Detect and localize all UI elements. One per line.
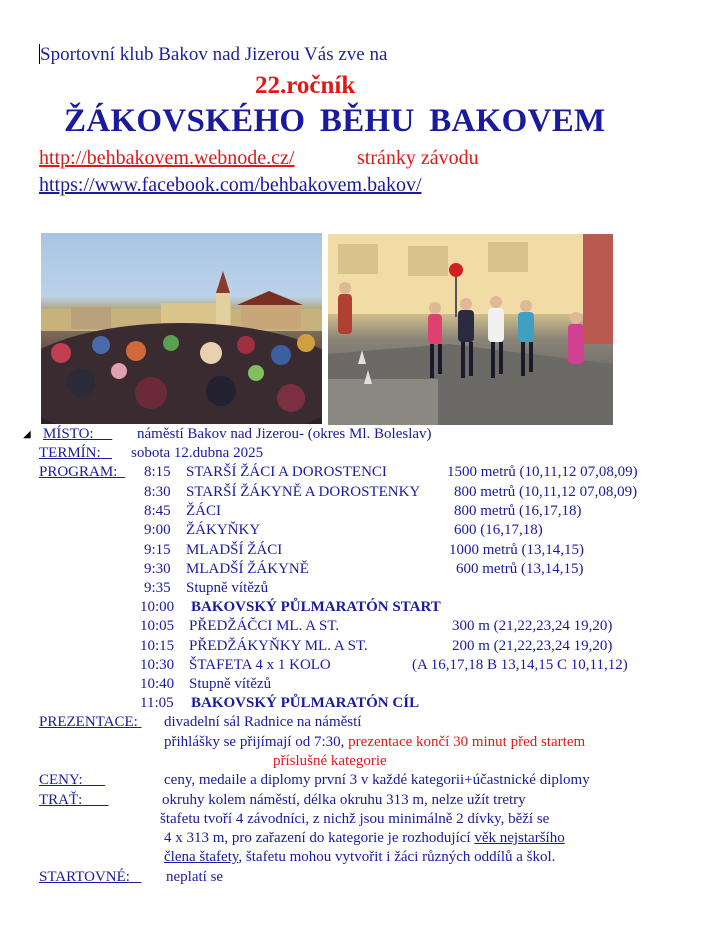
program-event: ŽÁCI (186, 503, 221, 519)
presentation-line1: divadelní sál Radnice na náměstí (164, 714, 362, 730)
program-time: 9:00 (144, 522, 171, 538)
program-distance: 1000 metrů (13,14,15) (449, 542, 584, 558)
program-time: 9:15 (144, 542, 171, 558)
prizes-label: CENY: (39, 772, 83, 788)
program-distance: 800 metrů (10,11,12 07,08,09) (454, 484, 638, 500)
photo-children-running-drawing (328, 234, 613, 425)
website-link[interactable]: http://behbakovem.webnode.cz/ (39, 147, 295, 169)
track-oldest-age: věk nejstaršího (474, 830, 565, 846)
track-label: TRAŤ: (39, 792, 83, 808)
presentation-line3: příslušné kategorie (273, 753, 387, 769)
program-time: 9:35 (144, 580, 171, 596)
photo-square-crowd-drawing (41, 233, 322, 424)
track-line2: štafetu tvoří 4 závodníci, z nichž jsou minimálně 2 dívky, běží se (160, 811, 550, 827)
program-event: PŘEDŽÁKYŇKY ML. A ST. (189, 638, 368, 654)
date-label: TERMÍN: (39, 445, 101, 461)
fee-value: neplatí se (166, 869, 224, 885)
program-event: Stupně vítězů (186, 580, 269, 596)
program-time: 11:05 (140, 695, 174, 711)
track-relay-member: člena štafety (164, 849, 239, 865)
track-line1: okruhy kolem náměstí, délka okruhu 313 m, nelze užít tretry (162, 792, 526, 808)
program-time: 9:30 (144, 561, 171, 577)
photo-children-running (328, 234, 613, 425)
edition-heading: 22.ročník (255, 72, 356, 99)
event-title: ŽÁKOVSKÉHO BĚHU BAKOVEM (64, 103, 606, 139)
photo-square-crowd (41, 233, 322, 424)
program-label-wrap (39, 464, 125, 481)
presentation-line2-start: přihlášky se přijímají od 7:30, (164, 734, 349, 750)
track-line4 (164, 849, 555, 866)
prizes-value: ceny, medaile a diplomy první 3 v každé kategorii+účastnické diplomy (164, 772, 590, 788)
fee-label: STARTOVNÉ: (39, 869, 130, 885)
program-event: MLADŠÍ ŽÁKYNĚ (186, 561, 309, 577)
date-value: sobota 12.dubna 2025 (131, 445, 264, 461)
program-event: PŘEDŽÁČCI ML. A ST. (189, 618, 340, 634)
program-distance: 200 m (21,22,23,24 19,20) (452, 638, 613, 654)
presentation-line2 (164, 734, 585, 751)
track-line4-end: , štafetu mohou vytvořit i žáci různých oddílů a škol. (238, 849, 556, 865)
prizes-label-wrap (39, 772, 105, 789)
program-event: ŽÁKYŇKY (186, 522, 261, 538)
program-event: BAKOVSKÝ PŮLMARATÓN START (191, 599, 441, 615)
program-event: STARŠÍ ŽÁKYNĚ A DOROSTENKY (186, 484, 421, 500)
facebook-link[interactable]: https://www.facebook.com/behbakovem.bakov/ (39, 174, 422, 196)
program-time: 10:30 (140, 657, 175, 673)
place-label-wrap (43, 426, 112, 443)
place-value: náměstí Bakov nad Jizerou- (okres Ml. Boleslav) (137, 426, 432, 442)
track-line3 (164, 830, 565, 847)
program-time: 8:45 (144, 503, 171, 519)
program-distance: 600 (16,17,18) (454, 522, 543, 538)
program-time: 10:15 (140, 638, 175, 654)
program-event: STARŠÍ ŽÁCI A DOROSTENCI (186, 464, 387, 480)
website-link-note: stránky závodu (357, 147, 479, 169)
intro-text: Sportovní klub Bakov nad Jizerou Vás zve na (40, 44, 388, 65)
program-event: ŠTAFETA 4 x 1 KOLO (189, 657, 331, 673)
program-distance: 300 m (21,22,23,24 19,20) (452, 618, 613, 634)
program-label: PROGRAM: (39, 464, 118, 480)
program-event: BAKOVSKÝ PŮLMARATÓN CÍL (191, 695, 420, 711)
program-distance: 800 metrů (16,17,18) (454, 503, 582, 519)
fee-label-wrap (39, 869, 141, 886)
program-distance: 1500 metrů (10,11,12 07,08,09) (447, 464, 638, 480)
presentation-deadline: prezentace končí 30 minut před startem (348, 734, 586, 750)
place-label: MÍSTO: (43, 426, 94, 442)
track-line3-start: 4 x 313 m, pro zařazení do kategorie je rozhodující (164, 830, 475, 846)
date-label-wrap (39, 445, 112, 462)
program-distance: 600 metrů (13,14,15) (456, 561, 584, 577)
program-time: 10:40 (140, 676, 175, 692)
presentation-label: PREZENTACE: (39, 714, 138, 730)
track-label-wrap (39, 792, 109, 809)
program-distance: (A 16,17,18 B 13,14,15 C 10,11,12) (412, 657, 628, 673)
program-time: 10:00 (140, 599, 175, 615)
collapse-triangle-icon[interactable]: ◢ (23, 429, 31, 440)
program-time: 8:30 (144, 484, 171, 500)
program-event: Stupně vítězů (189, 676, 272, 692)
program-time: 10:05 (140, 618, 175, 634)
presentation-label-wrap (39, 714, 142, 731)
program-time: 8:15 (144, 464, 171, 480)
program-event: MLADŠÍ ŽÁCI (186, 542, 283, 558)
